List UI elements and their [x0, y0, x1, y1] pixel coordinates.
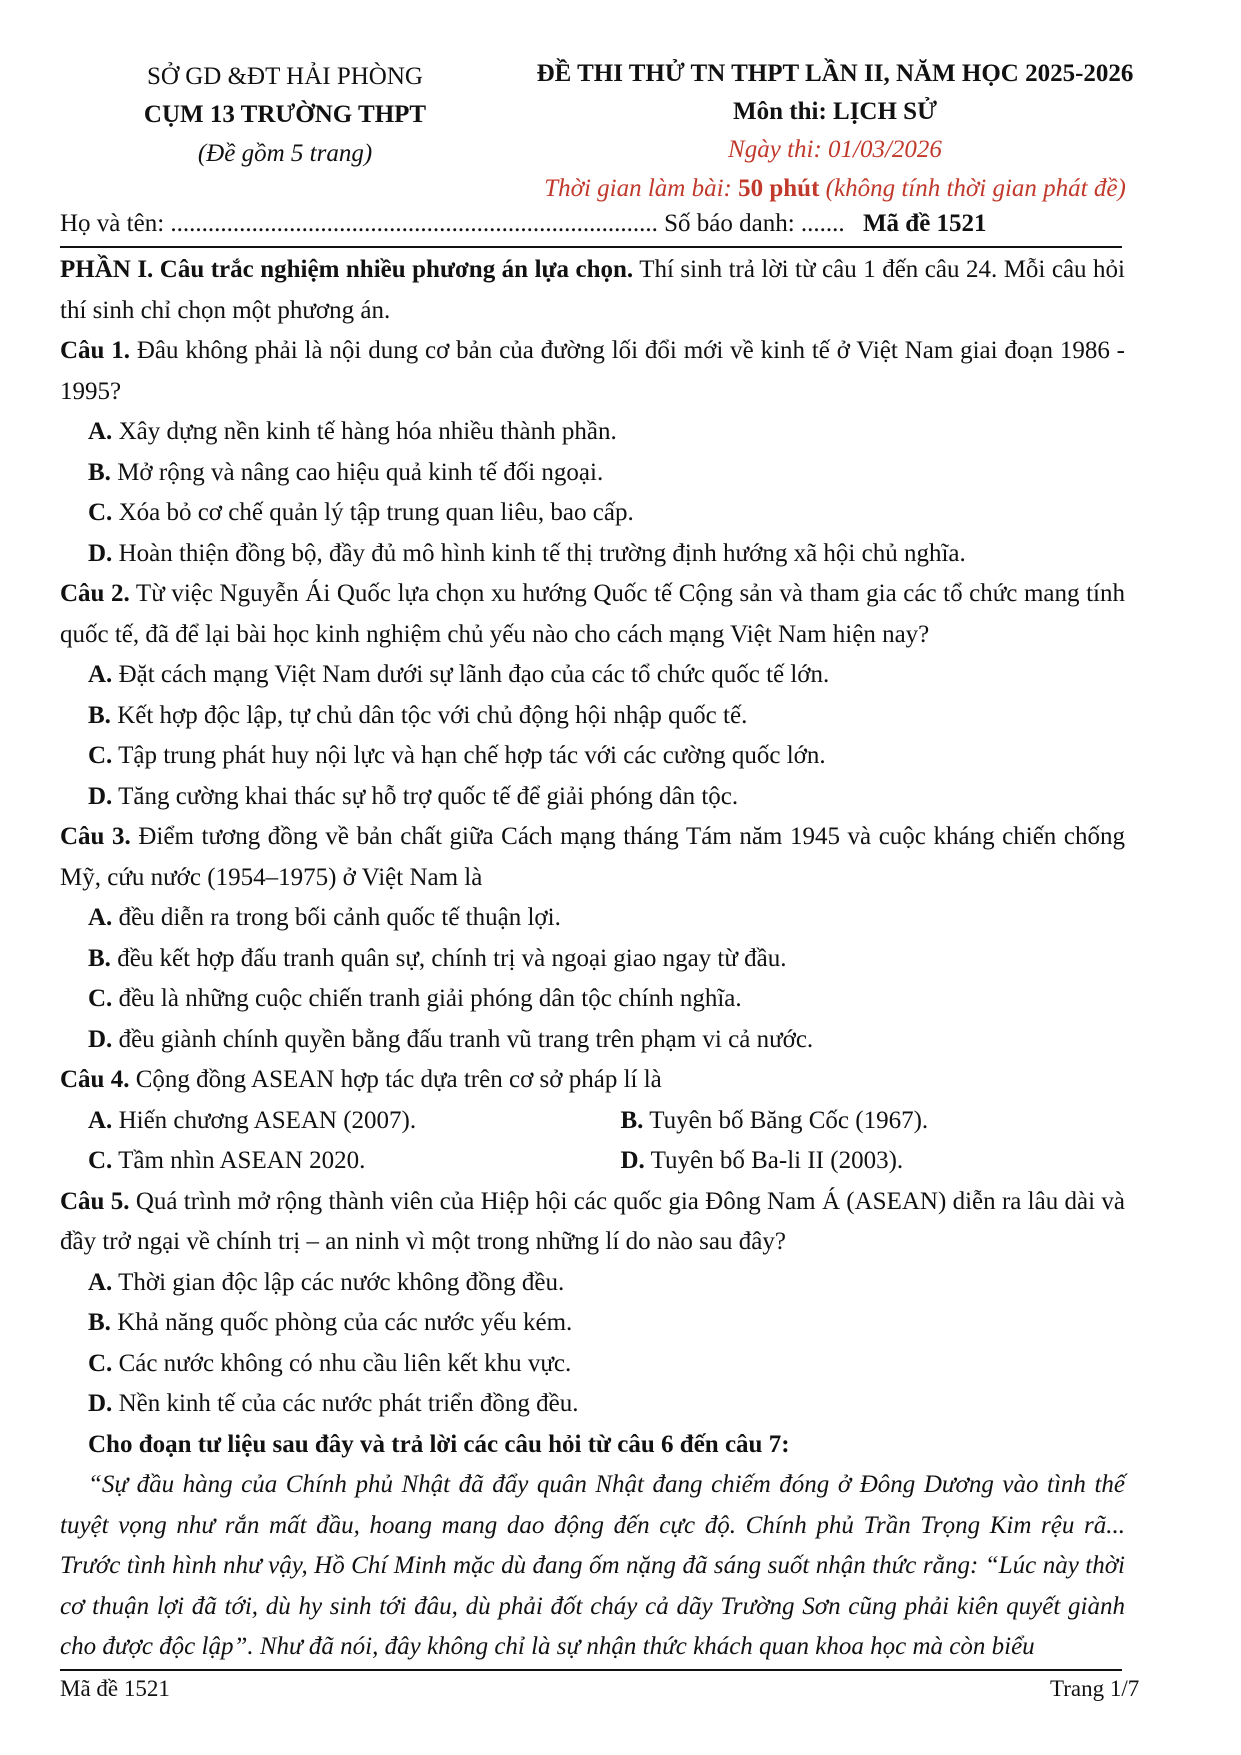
- option-text: Xóa bỏ cơ chế quản lý tập trung quan liêu, bao cấp.: [112, 499, 634, 526]
- option-text: Các nước không có nhu cầu liên kết khu vực.: [112, 1349, 572, 1377]
- question-stem: [60, 574, 1125, 655]
- option-label: B.: [620, 1106, 644, 1134]
- option-label: C.: [88, 1349, 113, 1377]
- option-d: [60, 1384, 1125, 1425]
- option-d: [60, 534, 1125, 575]
- option-b: [593, 1101, 1126, 1142]
- option-c: [60, 493, 1125, 534]
- passage-text: “Sự đầu hàng của Chính phủ Nhật đã đẩy quân Nhật đang chiếm đóng ở Đông Dương vào tình thế tuyệt vọng như rắn mất đầu, hoang mang dao động đến cực độ. Chính phủ Trần Trọng Kim rệu rã... Trước tình hình như vậy, Hồ Chí Minh mặc dù đang ốm nặng đã sáng suốt nhận thức rằng: “Lúc này thời cơ thuận lợi đã tới, dù hy sinh tới đâu, dù phải đốt cháy cả dãy Trường Sơn cũng phải kiên quyết giành cho được độc lập”. Như đã nói, đây không chỉ là sự nhận thức khách quan khoa học mà còn biểu: [60, 1471, 1125, 1660]
- option-text: Khả năng quốc phòng của các nước yếu kém.: [110, 1309, 573, 1336]
- question-text: Cộng đồng ASEAN hợp tác dựa trên cơ sở pháp lí là: [129, 1066, 662, 1093]
- footer-exam-code: Mã đề 1521: [60, 1676, 170, 1701]
- footer-page-number: Trang 1/7: [1050, 1676, 1140, 1701]
- part1-title: PHẦN I. Câu trắc nghiệm nhiều phương án lựa chọn.: [60, 256, 634, 283]
- footer-divider: [60, 1669, 1122, 1671]
- option-label: C.: [88, 1147, 113, 1174]
- question-text: Từ việc Nguyễn Ái Quốc lựa chọn xu hướng Quốc tế Cộng sản và tham gia các tổ chức mang tính quốc tế, đã để lại bài học kinh nghiệm chủ yếu nào cho cách mạng Việt Nam hiện nay?: [60, 580, 1125, 648]
- department-name: SỞ GD &ĐT HẢI PHÒNG: [147, 63, 423, 90]
- passage-title: Cho đoạn tư liệu sau đây và trả lời các câu hỏi từ câu 6 đến câu 7:: [88, 1430, 790, 1458]
- exam-content: [60, 250, 1125, 1668]
- option-label: B.: [88, 701, 111, 729]
- exam-date: Ngày thi: 01/03/2026: [728, 136, 942, 163]
- duration-value: 50 phút: [738, 175, 820, 202]
- student-info-line: [60, 206, 1125, 242]
- option-text: Tầm nhìn ASEAN 2020.: [112, 1147, 366, 1174]
- option-label: A.: [88, 418, 113, 445]
- part1-intro: [60, 250, 1125, 331]
- option-c: [60, 736, 1125, 777]
- question-text: Đâu không phải là nội dung cơ bản của đường lối đổi mới về kinh tế ở Việt Nam giai đoạn 1986 - 1995?: [60, 337, 1125, 405]
- option-b: [60, 453, 1125, 494]
- option-c: [60, 979, 1125, 1020]
- question-stem: [60, 331, 1125, 412]
- option-b: [60, 1303, 1125, 1344]
- option-label: C.: [88, 499, 113, 526]
- option-text: Tập trung phát huy nội lực và hạn chế hợp tác với các cường quốc lớn.: [112, 742, 826, 769]
- option-d: [60, 1020, 1125, 1061]
- exam-title: ĐỀ THI THỬ TN THPT LẦN II, NĂM HỌC 2025-2026: [536, 60, 1134, 87]
- question-4: [60, 1060, 1125, 1182]
- option-text: Nền kinh tế của các nước phát triển đồng đều.: [112, 1390, 579, 1417]
- option-label: A.: [88, 1268, 113, 1296]
- option-label: A.: [88, 904, 113, 931]
- question-text: Quá trình mở rộng thành viên của Hiệp hội các quốc gia Đông Nam Á (ASEAN) diễn ra lâu dài và đầy trở ngại về chính trị – an ninh vì một trong những lí do nào sau đây?: [60, 1187, 1125, 1255]
- option-a: [60, 1101, 593, 1142]
- header-divider: [60, 246, 1122, 248]
- options-row: [60, 1141, 1125, 1182]
- option-label: B.: [88, 458, 111, 486]
- page-count-note: (Đề gồm 5 trang): [197, 140, 373, 167]
- question-label: Câu 2.: [60, 580, 130, 607]
- option-d: [593, 1141, 1126, 1182]
- subject: Môn thi: LỊCH SỬ: [733, 98, 937, 125]
- header-right: [510, 55, 1160, 209]
- question-label: Câu 4.: [60, 1066, 130, 1093]
- option-c: [60, 1344, 1125, 1385]
- question-text: Điểm tương đồng về bản chất giữa Cách mạng tháng Tám năm 1945 và cuộc kháng chiến chống Mỹ, cứu nước (1954–1975) ở Việt Nam là: [60, 823, 1125, 891]
- option-text: Tăng cường khai thác sự hỗ trợ quốc tế để giải phóng dân tộc.: [112, 782, 739, 810]
- option-text: đều kết hợp đấu tranh quân sự, chính trị và ngoại giao ngay từ đầu.: [110, 944, 787, 972]
- option-a: [60, 412, 1125, 453]
- option-label: B.: [88, 1309, 111, 1336]
- option-text: Thời gian độc lập các nước không đồng đều.: [112, 1268, 565, 1296]
- question-label: Câu 1.: [60, 337, 131, 364]
- question-stem: [60, 817, 1125, 898]
- option-a: [60, 898, 1125, 939]
- question-stem: [60, 1060, 1125, 1101]
- option-label: D.: [88, 1025, 113, 1053]
- exam-code: Mã đề 1521: [862, 210, 987, 237]
- option-b: [60, 939, 1125, 980]
- exam-duration: [510, 169, 1160, 209]
- option-text: Kết hợp độc lập, tự chủ dân tộc với chủ động hội nhập quốc tế.: [110, 701, 748, 729]
- option-label: C.: [88, 985, 113, 1012]
- name-and-id-fields: Họ và tên: .............................................................................. Số báo danh: .......: [60, 210, 845, 237]
- option-b: [60, 696, 1125, 737]
- option-label: A.: [88, 661, 113, 688]
- option-a: [60, 655, 1125, 696]
- part1-instruction: Thí sinh trả lời từ câu 1 đến câu 24. Mỗi câu hỏi thí sinh chỉ chọn một phương án.: [60, 256, 1125, 324]
- option-label: D.: [620, 1147, 645, 1174]
- option-text: Hiến chương ASEAN (2007).: [112, 1106, 417, 1134]
- options-row: [60, 1101, 1125, 1142]
- question-5: [60, 1182, 1125, 1425]
- option-text: Xây dựng nền kinh tế hàng hóa nhiều thành phần.: [112, 418, 617, 445]
- option-text: Mở rộng và nâng cao hiệu quả kinh tế đối ngoại.: [110, 458, 604, 486]
- question-2: [60, 574, 1125, 817]
- option-label: D.: [88, 1390, 113, 1417]
- option-label: C.: [88, 742, 113, 769]
- question-stem: [60, 1182, 1125, 1263]
- option-text: Tuyên bố Băng Cốc (1967).: [643, 1106, 929, 1134]
- school-cluster: CỤM 13 TRƯỜNG THPT: [143, 101, 427, 128]
- option-text: Hoàn thiện đồng bộ, đầy đủ mô hình kinh tế thị trường định hướng xã hội chủ nghĩa.: [112, 539, 966, 567]
- question-label: Câu 3.: [60, 823, 131, 850]
- option-label: D.: [88, 782, 113, 810]
- header-left: [60, 58, 510, 174]
- question-1: [60, 331, 1125, 574]
- option-c: [60, 1141, 593, 1182]
- option-text: đều diễn ra trong bối cảnh quốc tế thuận lợi.: [112, 904, 561, 931]
- duration-prefix: Thời gian làm bài:: [544, 175, 739, 202]
- option-a: [60, 1263, 1125, 1304]
- option-text: Tuyên bố Ba-li II (2003).: [644, 1147, 904, 1174]
- option-text: đều giành chính quyền bằng đấu tranh vũ trang trên phạm vi cả nước.: [112, 1025, 814, 1053]
- option-label: A.: [88, 1106, 113, 1134]
- option-d: [60, 777, 1125, 818]
- question-3: [60, 817, 1125, 1060]
- question-label: Câu 5.: [60, 1187, 130, 1215]
- duration-suffix: (không tính thời gian phát đề): [819, 175, 1126, 202]
- option-label: B.: [88, 944, 111, 972]
- option-label: D.: [88, 539, 113, 567]
- option-text: Đặt cách mạng Việt Nam dưới sự lãnh đạo của các tổ chức quốc tế lớn.: [112, 661, 830, 688]
- option-text: đều là những cuộc chiến tranh giải phóng dân tộc chính nghĩa.: [112, 985, 742, 1012]
